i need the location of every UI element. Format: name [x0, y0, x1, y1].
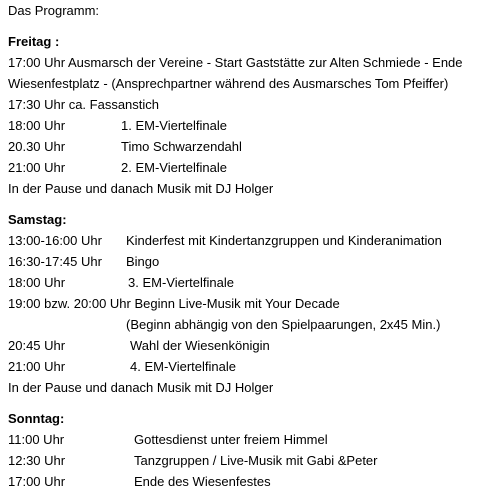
schedule-row — [8, 429, 484, 450]
schedule-event: Timo Schwarzendahl — [121, 139, 242, 154]
schedule-event: 3. EM-Viertelfinale — [128, 275, 234, 290]
schedule-event: Bingo — [126, 254, 160, 269]
sunday-heading: Sonntag: — [8, 411, 65, 426]
schedule-time: 18:00 Uhr — [8, 275, 66, 290]
friday-march-line-1: 17:00 Uhr Ausmarsch der Vereine - Start Gaststätte zur Alten Schmiede - Ende — [8, 55, 463, 70]
schedule-event: Ende des Wiesenfestes — [134, 474, 271, 489]
friday-heading: Freitag : — [8, 34, 60, 49]
spacer — [8, 199, 484, 209]
schedule-row — [8, 251, 484, 272]
schedule-row — [8, 450, 484, 471]
schedule-time: 21:00 Uhr — [8, 359, 66, 374]
schedule-row — [8, 272, 484, 293]
saturday-live-music-note — [8, 314, 484, 335]
schedule-event: Tanzgruppen / Live-Musik mit Gabi &Peter — [134, 453, 378, 468]
schedule-time: 12:30 Uhr — [8, 453, 66, 468]
spacer — [8, 398, 484, 408]
schedule-time: 21:00 Uhr — [8, 160, 66, 175]
schedule-event: Kinderfest mit Kindertanzgruppen und Kinderanimation — [126, 233, 442, 248]
program-intro: Das Programm: — [8, 3, 100, 18]
schedule-time: 20:45 Uhr — [8, 338, 66, 353]
live-music-note-text: (Beginn abhängig von den Spielpaarungen, 2x45 Min.) — [126, 317, 441, 332]
schedule-event: 2. EM-Viertelfinale — [121, 160, 227, 175]
schedule-event: 4. EM-Viertelfinale — [130, 359, 236, 374]
schedule-event: 1. EM-Viertelfinale — [121, 118, 227, 133]
schedule-row — [8, 335, 484, 356]
schedule-time: 16:30-17:45 Uhr — [8, 254, 102, 269]
schedule-time: 20.30 Uhr — [8, 139, 66, 154]
schedule-row — [8, 115, 484, 136]
friday-closing-line: In der Pause und danach Musik mit DJ Holger — [8, 181, 274, 196]
schedule-row — [8, 471, 484, 492]
program-document — [8, 0, 484, 492]
schedule-row — [8, 356, 484, 377]
schedule-event: Wahl der Wiesenkönigin — [130, 338, 270, 353]
schedule-time: 17:00 Uhr — [8, 474, 66, 489]
schedule-time: 11:00 Uhr — [8, 432, 65, 447]
saturday-live-music-line: 19:00 bzw. 20:00 Uhr Beginn Live-Musik mit Your Decade — [8, 296, 340, 311]
schedule-row — [8, 230, 484, 251]
schedule-event: Gottesdienst unter freiem Himmel — [134, 432, 328, 447]
schedule-row — [8, 136, 484, 157]
saturday-heading: Samstag: — [8, 212, 67, 227]
friday-tapping-line: 17:30 Uhr ca. Fassanstich — [8, 97, 160, 112]
friday-march-line-2: Wiesenfestplatz - (Ansprechpartner während des Ausmarsches Tom Pfeiffer) — [8, 76, 449, 91]
saturday-closing-line: In der Pause und danach Musik mit DJ Holger — [8, 380, 274, 395]
schedule-time: 18:00 Uhr — [8, 118, 66, 133]
schedule-time: 13:00-16:00 Uhr — [8, 233, 102, 248]
schedule-row — [8, 157, 484, 178]
spacer — [8, 21, 484, 31]
